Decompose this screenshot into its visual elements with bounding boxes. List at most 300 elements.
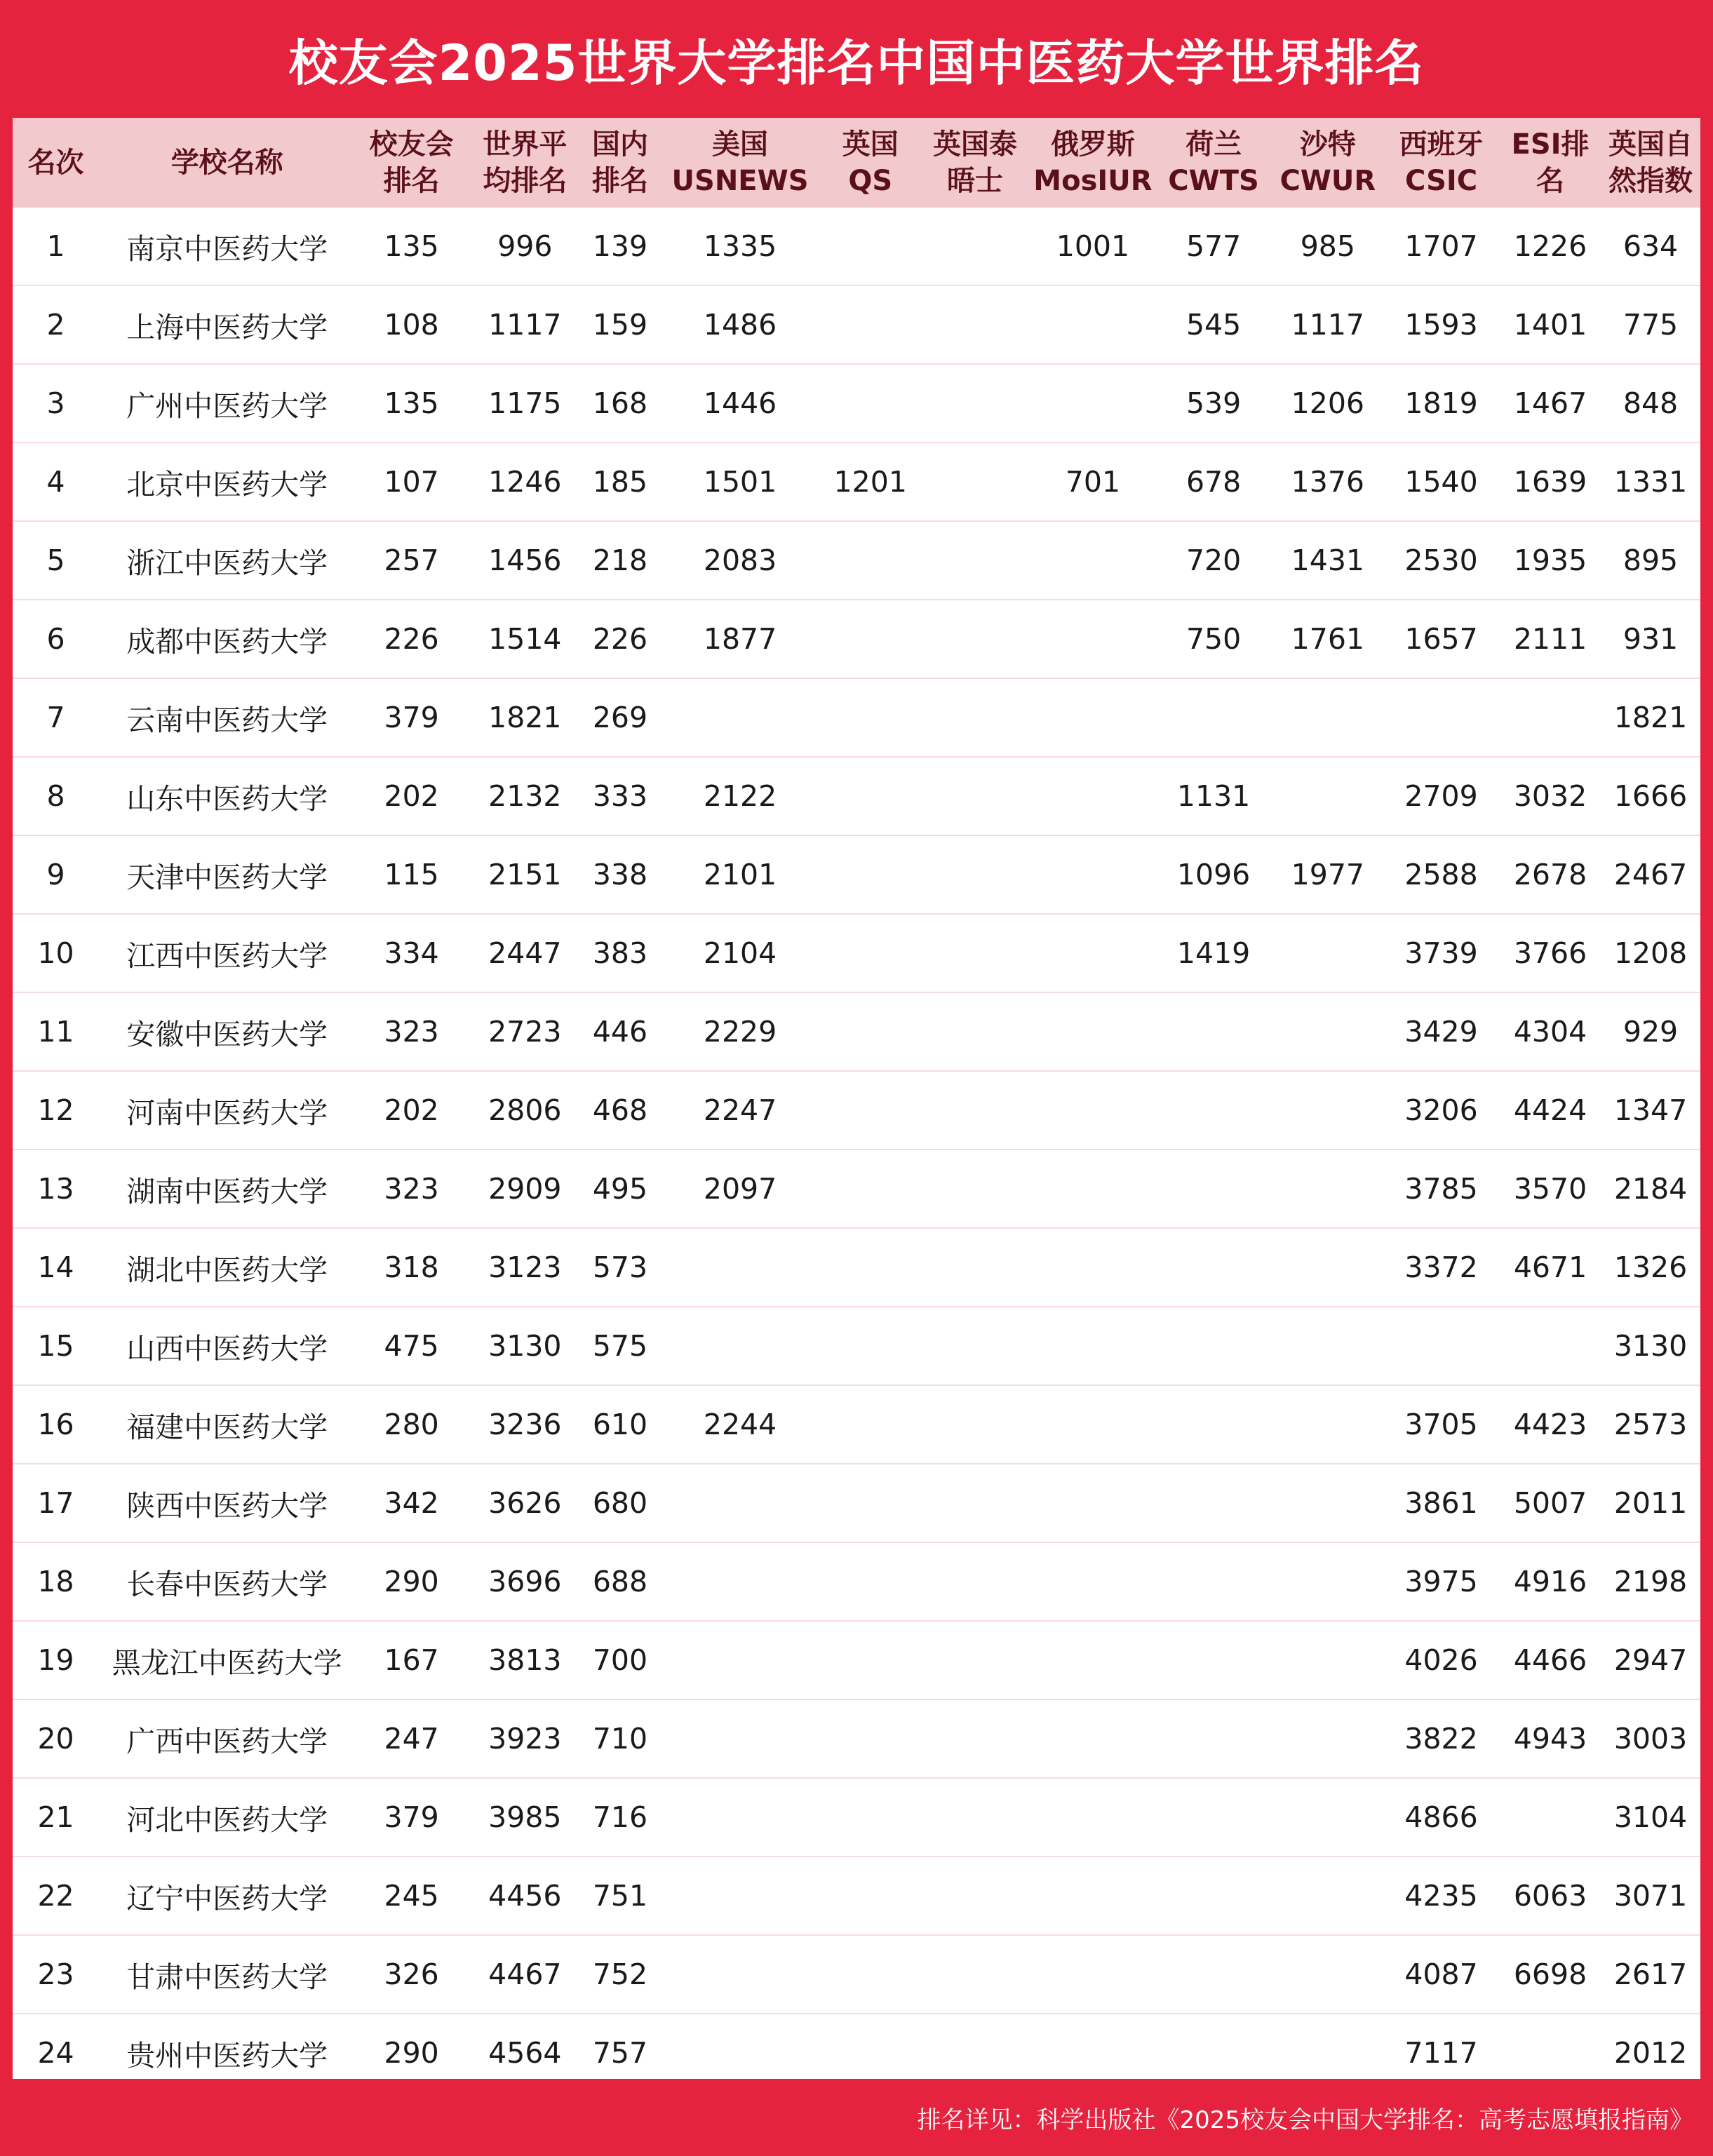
rank-value-cell: 168	[582, 364, 659, 443]
rank-value-cell: 135	[355, 364, 468, 443]
column-header	[355, 118, 468, 208]
school-name-cell: 长春中医药大学	[99, 1542, 355, 1621]
rank-value-cell	[1155, 1228, 1273, 1307]
rank-value-cell	[1273, 1542, 1383, 1621]
rank-value-cell	[919, 1778, 1032, 1857]
rank-value-cell: 3739	[1383, 914, 1500, 992]
rank-cell: 2	[13, 285, 99, 364]
rank-value-cell	[1155, 1385, 1273, 1464]
rank-value-cell	[1273, 678, 1383, 757]
rank-value-cell: 342	[355, 1464, 468, 1542]
school-name-cell: 北京中医药大学	[99, 443, 355, 521]
rank-value-cell: 2229	[658, 992, 822, 1071]
rank-value-cell: 1201	[822, 443, 919, 521]
rank-value-cell	[1273, 1150, 1383, 1228]
school-name-cell: 浙江中医药大学	[99, 521, 355, 600]
column-header-line: 名次	[27, 147, 84, 179]
rank-value-cell	[919, 914, 1032, 992]
rank-value-cell: 245	[355, 1857, 468, 1935]
rank-value-cell: 323	[355, 992, 468, 1071]
rank-value-cell: 610	[582, 1385, 659, 1464]
rank-value-cell: 1977	[1273, 835, 1383, 914]
rank-value-cell: 545	[1155, 285, 1273, 364]
rank-value-cell	[822, 1699, 919, 1778]
rank-value-cell: 3429	[1383, 992, 1500, 1071]
school-name-cell: 贵州中医药大学	[99, 2014, 355, 2091]
rank-value-cell	[658, 1778, 822, 1857]
rank-value-cell: 2247	[658, 1071, 822, 1150]
rank-value-cell: 3104	[1601, 1778, 1700, 1857]
column-header	[1031, 118, 1154, 208]
rank-value-cell: 4304	[1500, 992, 1601, 1071]
rank-value-cell: 1175	[468, 364, 582, 443]
rank-value-cell: 2151	[468, 835, 582, 914]
rank-value-cell: 290	[355, 2014, 468, 2091]
school-name-cell: 湖南中医药大学	[99, 1150, 355, 1228]
rank-value-cell	[919, 1385, 1032, 1464]
rank-value-cell: 775	[1601, 285, 1700, 364]
rank-value-cell: 2947	[1601, 1621, 1700, 1699]
rank-value-cell	[1273, 1857, 1383, 1935]
rank-value-cell: 2111	[1500, 600, 1601, 678]
column-header-line: 俄罗斯	[1050, 128, 1135, 161]
rank-cell: 14	[13, 1228, 99, 1307]
rank-cell: 5	[13, 521, 99, 600]
rank-cell: 18	[13, 1542, 99, 1621]
column-header	[582, 118, 659, 208]
rank-value-cell: 1761	[1273, 600, 1383, 678]
rank-value-cell	[919, 208, 1032, 285]
rank-value-cell: 383	[582, 914, 659, 992]
rank-value-cell	[822, 1307, 919, 1385]
column-header-line: 校友会	[369, 128, 454, 161]
column-header	[1500, 118, 1601, 208]
rank-value-cell	[1031, 835, 1154, 914]
column-header-line: ESI排	[1511, 128, 1590, 161]
rank-value-cell: 710	[582, 1699, 659, 1778]
rank-value-cell	[1500, 678, 1601, 757]
rank-value-cell: 3626	[468, 1464, 582, 1542]
rank-cell: 19	[13, 1621, 99, 1699]
rank-value-cell	[919, 285, 1032, 364]
rank-value-cell	[1031, 678, 1154, 757]
rank-value-cell: 688	[582, 1542, 659, 1621]
rank-value-cell: 1821	[1601, 678, 1700, 757]
rank-value-cell: 1446	[658, 364, 822, 443]
rank-value-cell	[822, 1778, 919, 1857]
rank-value-cell: 1401	[1500, 285, 1601, 364]
rank-value-cell: 3071	[1601, 1857, 1700, 1935]
rank-value-cell: 1821	[468, 678, 582, 757]
column-header	[1155, 118, 1273, 208]
table-row	[13, 1621, 1700, 1699]
column-header-line: 排名	[591, 165, 648, 197]
rank-value-cell: 226	[582, 600, 659, 678]
rank-value-cell	[1155, 1857, 1273, 1935]
rank-value-cell	[1031, 1621, 1154, 1699]
rank-value-cell	[822, 1621, 919, 1699]
rank-value-cell: 3130	[1601, 1307, 1700, 1385]
rank-value-cell: 700	[582, 1621, 659, 1699]
table-row	[13, 285, 1700, 364]
rank-value-cell: 4423	[1500, 1385, 1601, 1464]
rank-value-cell	[1155, 1699, 1273, 1778]
rank-value-cell: 1540	[1383, 443, 1500, 521]
rank-cell: 8	[13, 757, 99, 835]
rank-value-cell	[919, 1464, 1032, 1542]
rank-value-cell	[822, 1150, 919, 1228]
table-row	[13, 521, 1700, 600]
rank-value-cell	[1273, 1935, 1383, 2014]
rank-value-cell: 1657	[1383, 600, 1500, 678]
column-header-line: 沙特	[1299, 128, 1356, 161]
rank-cell: 20	[13, 1699, 99, 1778]
rank-value-cell: 1226	[1513, 229, 1587, 263]
rank-cell: 11	[13, 992, 99, 1071]
rank-value-cell: 7117	[1383, 2014, 1500, 2091]
rank-value-cell: 2184	[1601, 1150, 1700, 1228]
rank-value-cell: 1001	[1056, 229, 1130, 263]
rank-value-cell: 3923	[468, 1699, 582, 1778]
table-row	[13, 600, 1700, 678]
rank-value-cell	[1031, 1542, 1154, 1621]
rank-value-cell: 326	[355, 1935, 468, 2014]
rank-value-cell: 135	[384, 229, 439, 263]
rank-cell: 12	[13, 1071, 99, 1150]
table-row	[13, 1542, 1700, 1621]
rank-cell: 4	[13, 443, 99, 521]
rank-value-cell	[919, 1935, 1032, 2014]
rank-value-cell: 2467	[1601, 835, 1700, 914]
rank-value-cell	[1031, 521, 1154, 600]
rank-value-cell: 3813	[468, 1621, 582, 1699]
school-name-cell: 广西中医药大学	[99, 1699, 355, 1778]
rank-value-cell: 1326	[1601, 1228, 1700, 1307]
column-header	[13, 118, 99, 208]
rank-value-cell: 2709	[1383, 757, 1500, 835]
rank-value-cell	[822, 208, 919, 285]
rank-value-cell: 931	[1601, 600, 1700, 678]
rank-value-cell	[822, 364, 919, 443]
rank-value-cell: 338	[582, 835, 659, 914]
rank-value-cell: 2573	[1601, 1385, 1700, 1464]
rank-value-cell: 468	[582, 1071, 659, 1150]
rank-value-cell: 2806	[468, 1071, 582, 1150]
rank-value-cell	[919, 1621, 1032, 1699]
rank-value-cell: 3123	[468, 1228, 582, 1307]
rank-value-cell: 218	[582, 521, 659, 600]
rank-value-cell	[822, 1385, 919, 1464]
rank-value-cell: 701	[1031, 443, 1154, 521]
rank-value-cell	[822, 600, 919, 678]
rank-cell: 3	[13, 364, 99, 443]
rank-value-cell: 1206	[1273, 364, 1383, 443]
rank-value-cell	[1031, 1699, 1154, 1778]
rank-value-cell	[919, 1071, 1032, 1150]
table-row	[13, 992, 1700, 1071]
rank-value-cell: 1246	[468, 443, 582, 521]
rank-cell: 16	[13, 1385, 99, 1464]
rank-value-cell: 6698	[1500, 1935, 1601, 2014]
rank-value-cell: 1819	[1383, 364, 1500, 443]
column-header	[658, 118, 822, 208]
rank-value-cell: 2617	[1601, 1935, 1700, 2014]
column-header-line: 英国自	[1608, 128, 1693, 161]
rank-value-cell: 716	[582, 1778, 659, 1857]
rank-value-cell: 3696	[468, 1542, 582, 1621]
rank-cell: 6	[13, 600, 99, 678]
rank-value-cell: 1117	[468, 285, 582, 364]
rank-value-cell	[1031, 1228, 1154, 1307]
rank-cell: 15	[13, 1307, 99, 1385]
rank-value-cell	[1273, 757, 1383, 835]
rank-value-cell: 1467	[1500, 364, 1601, 443]
rank-value-cell	[1155, 1150, 1273, 1228]
rank-value-cell: 333	[582, 757, 659, 835]
rank-value-cell	[1155, 1542, 1273, 1621]
rank-value-cell: 5007	[1500, 1464, 1601, 1542]
rank-value-cell	[1155, 992, 1273, 1071]
rank-value-cell	[1273, 992, 1383, 1071]
rank-value-cell	[1383, 1307, 1500, 1385]
rank-value-cell	[822, 1935, 919, 2014]
rank-value-cell: 2678	[1500, 835, 1601, 914]
rank-value-cell	[1155, 1778, 1273, 1857]
rank-value-cell	[822, 1857, 919, 1935]
rank-value-cell: 107	[355, 443, 468, 521]
rank-value-cell: 4671	[1500, 1228, 1601, 1307]
rank-value-cell	[1273, 1228, 1383, 1307]
rank-value-cell: 1593	[1383, 285, 1500, 364]
rank-value-cell: 202	[355, 757, 468, 835]
rank-value-cell: 1486	[658, 285, 822, 364]
school-name-cell: 福建中医药大学	[99, 1385, 355, 1464]
rank-value-cell: 4564	[468, 2014, 582, 2091]
rank-value-cell	[1031, 1385, 1154, 1464]
rank-value-cell	[822, 678, 919, 757]
column-header-line: CWUR	[1279, 165, 1376, 197]
rank-value-cell	[1031, 914, 1154, 992]
rank-value-cell: 446	[582, 992, 659, 1071]
column-header	[1273, 118, 1383, 208]
rank-value-cell	[658, 1857, 822, 1935]
rank-value-cell: 2244	[658, 1385, 822, 1464]
rank-value-cell	[919, 1228, 1032, 1307]
rank-value-cell: 269	[582, 678, 659, 757]
rank-value-cell: 3130	[468, 1307, 582, 1385]
rank-value-cell: 3705	[1383, 1385, 1500, 1464]
column-header	[1601, 118, 1700, 208]
rank-value-cell	[822, 914, 919, 992]
column-header-line: CSIC	[1404, 165, 1478, 197]
rank-value-cell: 379	[355, 1778, 468, 1857]
rank-value-cell	[1273, 1778, 1383, 1857]
rank-value-cell	[1273, 1699, 1383, 1778]
table-row	[13, 1150, 1700, 1228]
rank-value-cell: 2588	[1383, 835, 1500, 914]
rank-value-cell: 202	[355, 1071, 468, 1150]
rank-value-cell	[1155, 1071, 1273, 1150]
rank-value-cell: 1331	[1601, 443, 1700, 521]
school-name-cell: 河北中医药大学	[99, 1778, 355, 1857]
rank-value-cell: 3003	[1601, 1699, 1700, 1778]
rank-value-cell	[1273, 1464, 1383, 1542]
rank-value-cell: 4467	[468, 1935, 582, 2014]
rank-value-cell	[919, 364, 1032, 443]
rank-value-cell: 929	[1601, 992, 1700, 1071]
rank-value-cell: 2101	[658, 835, 822, 914]
rank-value-cell: 1707	[1404, 229, 1478, 263]
school-name-cell: 南京中医药大学	[126, 231, 328, 266]
rank-value-cell: 1419	[1155, 914, 1273, 992]
column-header	[99, 118, 355, 208]
rank-value-cell: 3985	[468, 1778, 582, 1857]
rank-value-cell	[1155, 1307, 1273, 1385]
rank-value-cell: 318	[355, 1228, 468, 1307]
rank-value-cell: 3206	[1383, 1071, 1500, 1150]
rank-value-cell: 139	[592, 229, 648, 263]
rank-value-cell	[919, 757, 1032, 835]
page-title: 校友会2025世界大学排名中国中医药大学世界排名	[288, 34, 1425, 92]
rank-value-cell: 2909	[468, 1150, 582, 1228]
school-name-cell: 甘肃中医药大学	[99, 1935, 355, 2014]
table-row	[13, 208, 1700, 285]
column-header-line: 美国	[712, 128, 769, 161]
rank-value-cell: 573	[582, 1228, 659, 1307]
rank-cell: 1	[46, 229, 65, 263]
school-name-cell: 辽宁中医药大学	[99, 1857, 355, 1935]
rank-value-cell: 1639	[1500, 443, 1601, 521]
rank-value-cell: 2723	[468, 992, 582, 1071]
source-note: 排名详见：科学出版社《2025校友会中国大学排名：高考志愿填报指南》	[917, 2106, 1693, 2134]
rank-value-cell: 3861	[1383, 1464, 1500, 1542]
rank-cell: 10	[13, 914, 99, 992]
rank-value-cell: 1514	[468, 600, 582, 678]
rank-value-cell: 996	[497, 229, 553, 263]
table-row	[13, 1699, 1700, 1778]
rank-value-cell: 848	[1601, 364, 1700, 443]
rank-value-cell	[1031, 1150, 1154, 1228]
rank-value-cell	[822, 757, 919, 835]
column-header-line: 晤士	[946, 165, 1003, 197]
column-header-line: MosIUR	[1033, 165, 1153, 197]
rank-value-cell	[1155, 1464, 1273, 1542]
table-row	[13, 1228, 1700, 1307]
rank-value-cell	[1500, 1307, 1601, 1385]
table-row	[13, 1778, 1700, 1857]
rank-cell: 7	[13, 678, 99, 757]
school-name-cell: 黑龙江中医药大学	[99, 1621, 355, 1699]
column-header-line: CWTS	[1168, 165, 1259, 197]
school-name-cell: 云南中医药大学	[99, 678, 355, 757]
rank-value-cell	[822, 521, 919, 600]
rank-value-cell	[658, 678, 822, 757]
rank-value-cell	[919, 1307, 1032, 1385]
rank-value-cell: 757	[582, 2014, 659, 2091]
rank-value-cell	[658, 1307, 822, 1385]
rank-value-cell	[1031, 600, 1154, 678]
rank-value-cell	[1155, 1935, 1273, 2014]
rank-value-cell	[1031, 1071, 1154, 1150]
rank-value-cell: 2132	[468, 757, 582, 835]
rank-value-cell	[919, 1542, 1032, 1621]
rank-value-cell: 2012	[1601, 2014, 1700, 2091]
column-header-line: 国内	[591, 128, 648, 161]
rank-value-cell	[1500, 1778, 1601, 1857]
rank-value-cell	[822, 1542, 919, 1621]
rank-value-cell: 1456	[468, 521, 582, 600]
rank-value-cell	[919, 1150, 1032, 1228]
rank-value-cell: 1131	[1155, 757, 1273, 835]
column-header-line: 均排名	[483, 165, 567, 197]
table-row	[13, 1071, 1700, 1150]
rank-value-cell: 985	[1300, 229, 1355, 263]
rank-value-cell: 1096	[1155, 835, 1273, 914]
rank-value-cell	[1273, 1385, 1383, 1464]
rank-value-cell	[1031, 1935, 1154, 2014]
rank-value-cell: 6063	[1500, 1857, 1601, 1935]
table-row	[13, 1857, 1700, 1935]
rank-value-cell: 3975	[1383, 1542, 1500, 1621]
school-name-cell: 陕西中医药大学	[99, 1464, 355, 1542]
column-header-line: QS	[848, 165, 893, 197]
school-name-cell: 广州中医药大学	[99, 364, 355, 443]
column-header-line: 英国泰	[932, 128, 1017, 161]
rank-value-cell	[1273, 1307, 1383, 1385]
rank-value-cell	[919, 443, 1032, 521]
rank-value-cell: 577	[1185, 229, 1242, 263]
table-row	[13, 1385, 1700, 1464]
rank-value-cell: 1208	[1601, 914, 1700, 992]
table-row	[13, 914, 1700, 992]
rank-value-cell: 2083	[658, 521, 822, 600]
school-name-cell: 成都中医药大学	[99, 600, 355, 678]
rank-value-cell: 226	[355, 600, 468, 678]
table-row	[13, 1464, 1700, 1542]
rank-value-cell: 4943	[1500, 1699, 1601, 1778]
rank-value-cell: 2011	[1601, 1464, 1700, 1542]
rank-cell: 17	[13, 1464, 99, 1542]
rank-value-cell: 290	[355, 1542, 468, 1621]
rank-value-cell	[1031, 992, 1154, 1071]
rank-value-cell	[1155, 1621, 1273, 1699]
rank-cell: 22	[13, 1857, 99, 1935]
rank-value-cell: 257	[355, 521, 468, 600]
rank-cell: 13	[13, 1150, 99, 1228]
rank-value-cell	[919, 521, 1032, 600]
column-header-line: 学校名称	[170, 147, 283, 179]
rank-value-cell: 4424	[1500, 1071, 1601, 1150]
column-header-line: 西班牙	[1399, 128, 1484, 161]
rank-value-cell: 720	[1155, 521, 1273, 600]
table-header	[13, 118, 1700, 208]
rank-value-cell	[822, 1071, 919, 1150]
rank-value-cell: 3822	[1383, 1699, 1500, 1778]
rank-value-cell: 1335	[703, 229, 777, 263]
rank-value-cell	[1273, 1621, 1383, 1699]
rank-value-cell: 1376	[1273, 443, 1383, 521]
rank-value-cell: 1666	[1601, 757, 1700, 835]
rank-value-cell: 1501	[658, 443, 822, 521]
rank-value-cell	[658, 1542, 822, 1621]
rank-value-cell: 4456	[468, 1857, 582, 1935]
rank-value-cell: 185	[582, 443, 659, 521]
rank-value-cell: 575	[582, 1307, 659, 1385]
table-body	[13, 208, 1700, 2091]
header-row	[13, 118, 1700, 208]
school-name-cell: 山东中医药大学	[99, 757, 355, 835]
rank-value-cell: 2104	[658, 914, 822, 992]
